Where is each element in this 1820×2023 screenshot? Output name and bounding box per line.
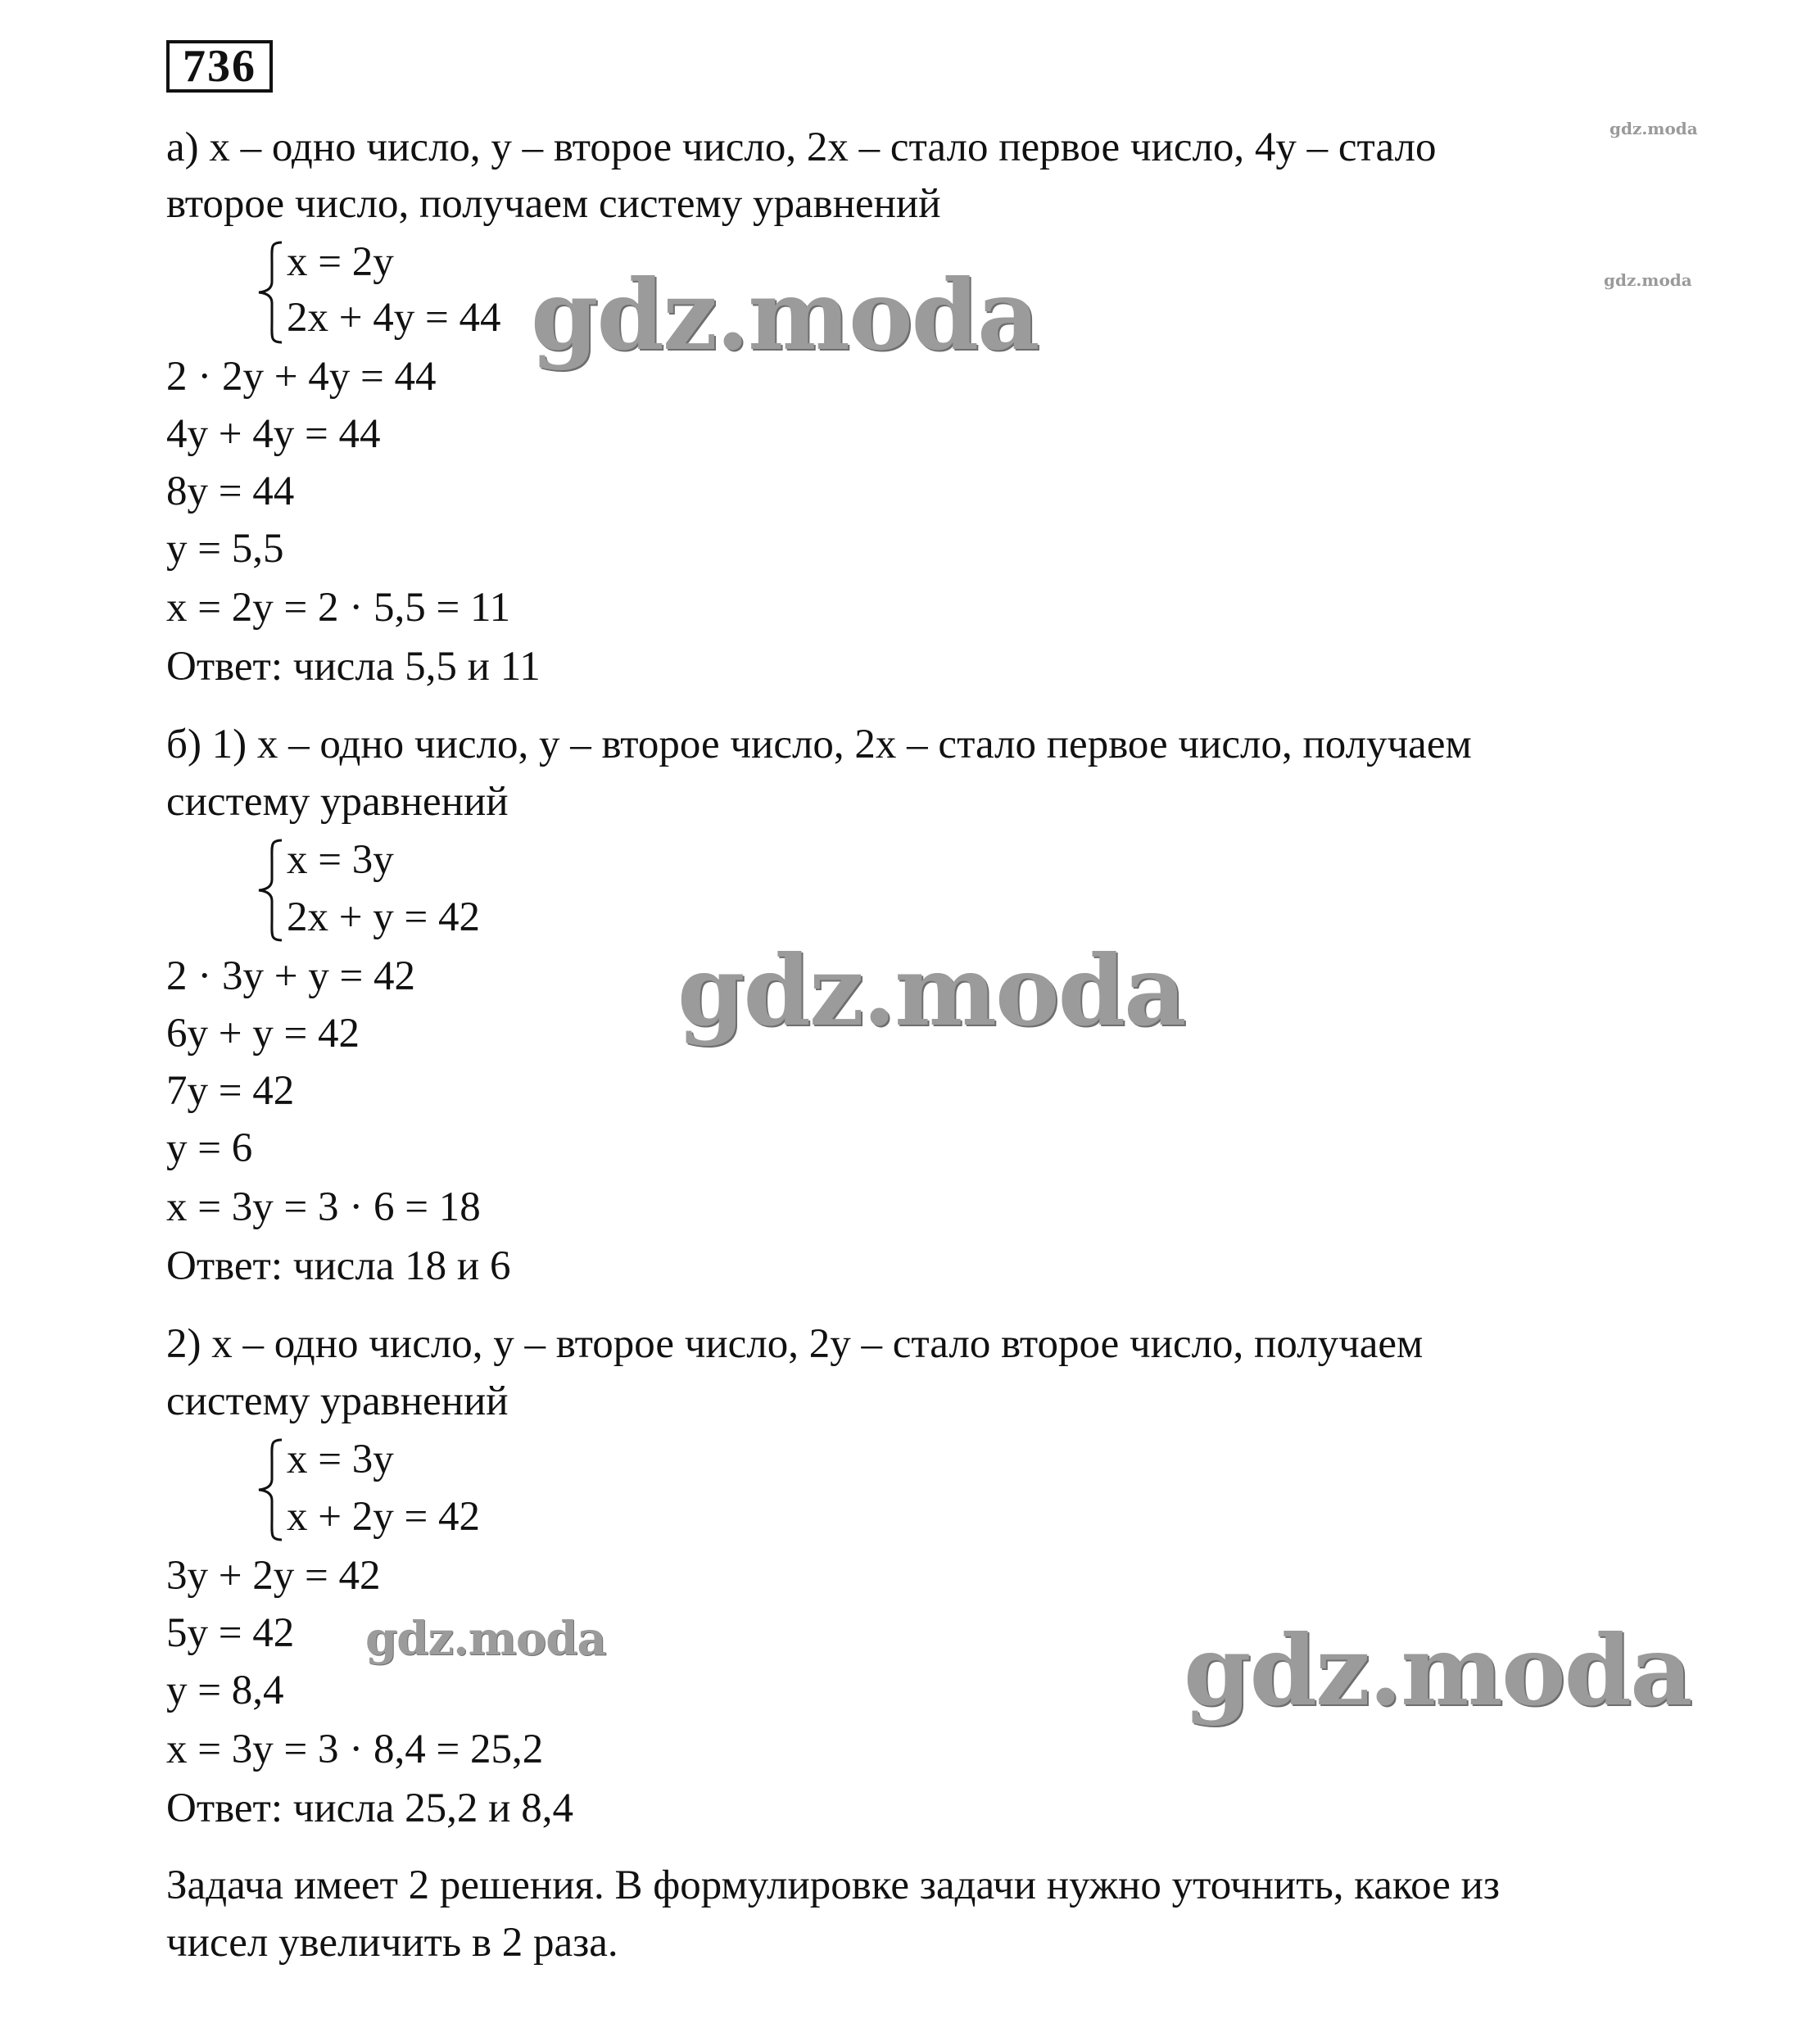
part-b2-answer: Ответ: числа 25,2 и 8,4 [166,1785,573,1831]
part-b1-system-eq1: х = 3у [287,837,394,883]
conclusion-line2: чисел увеличить в 2 раза. [166,1920,618,1966]
conclusion-line1: Задача имеет 2 решения. В формулировке задачи нужно уточнить, какое из [166,1862,1501,1908]
part-b1-step: 7у = 42 [166,1068,295,1114]
part-a-step: 2 · 2у + 4у = 44 [166,354,437,400]
part-a-step: 8у = 44 [166,468,295,514]
watermark-large: gdz.moda [1184,1613,1691,1727]
part-a-step: 4у + 4у = 44 [166,411,381,457]
system-brace-icon [252,1437,285,1543]
part-a-step: у = 5,5 [166,526,284,572]
problem-number: 736 [166,40,273,93]
part-b2-system-eq1: х = 3у [287,1437,394,1482]
watermark-small: gdz.moda [1609,119,1698,138]
part-b1-step: х = 3у = 3 · 6 = 18 [166,1184,481,1230]
watermark-large: gdz.moda [677,934,1185,1048]
part-a-step: х = 2у = 2 · 5,5 = 11 [166,585,511,631]
part-a-intro-line2: второе число, получаем систему уравнений [166,181,941,227]
part-b1-step: 2 · 3у + у = 42 [166,953,416,999]
watermark-large: gdz.moda [531,258,1039,372]
part-a-system-eq2: 2х + 4у = 44 [287,295,501,341]
watermark-small: gdz.moda [1604,270,1692,290]
part-a-intro-line1: а) х – одно число, у – второе число, 2х – стало первое число, 4у – стало [166,124,1437,170]
part-b2-system-eq2: х + 2у = 42 [287,1494,481,1540]
part-a-system-eq1: х = 2у [287,239,394,285]
watermark-medium: gdz.moda [365,1612,606,1666]
part-b2-step: 3у + 2у = 42 [166,1553,381,1599]
part-b2-step: х = 3у = 3 · 8,4 = 25,2 [166,1727,544,1772]
part-b1-intro-line1: б) 1) х – одно число, у – второе число, 2х – стало первое число, получаем [166,722,1472,767]
part-b1-answer: Ответ: числа 18 и 6 [166,1243,511,1289]
part-b1-system-eq2: 2х + у = 42 [287,894,481,940]
part-b1-intro-line2: систему уравнений [166,779,509,825]
part-b2-step: у = 8,4 [166,1668,284,1713]
part-b2-step: 5у = 42 [166,1610,295,1656]
system-brace-icon [252,837,285,944]
part-b1-step: 6у + у = 42 [166,1011,360,1057]
part-b1-step: у = 6 [166,1125,253,1171]
part-b2-intro-line2: систему уравнений [166,1378,509,1424]
system-brace-icon [252,239,285,346]
part-a-answer: Ответ: числа 5,5 и 11 [166,644,541,690]
part-b2-intro-line1: 2) х – одно число, у – второе число, 2у – стало второе число, получаем [166,1321,1424,1367]
